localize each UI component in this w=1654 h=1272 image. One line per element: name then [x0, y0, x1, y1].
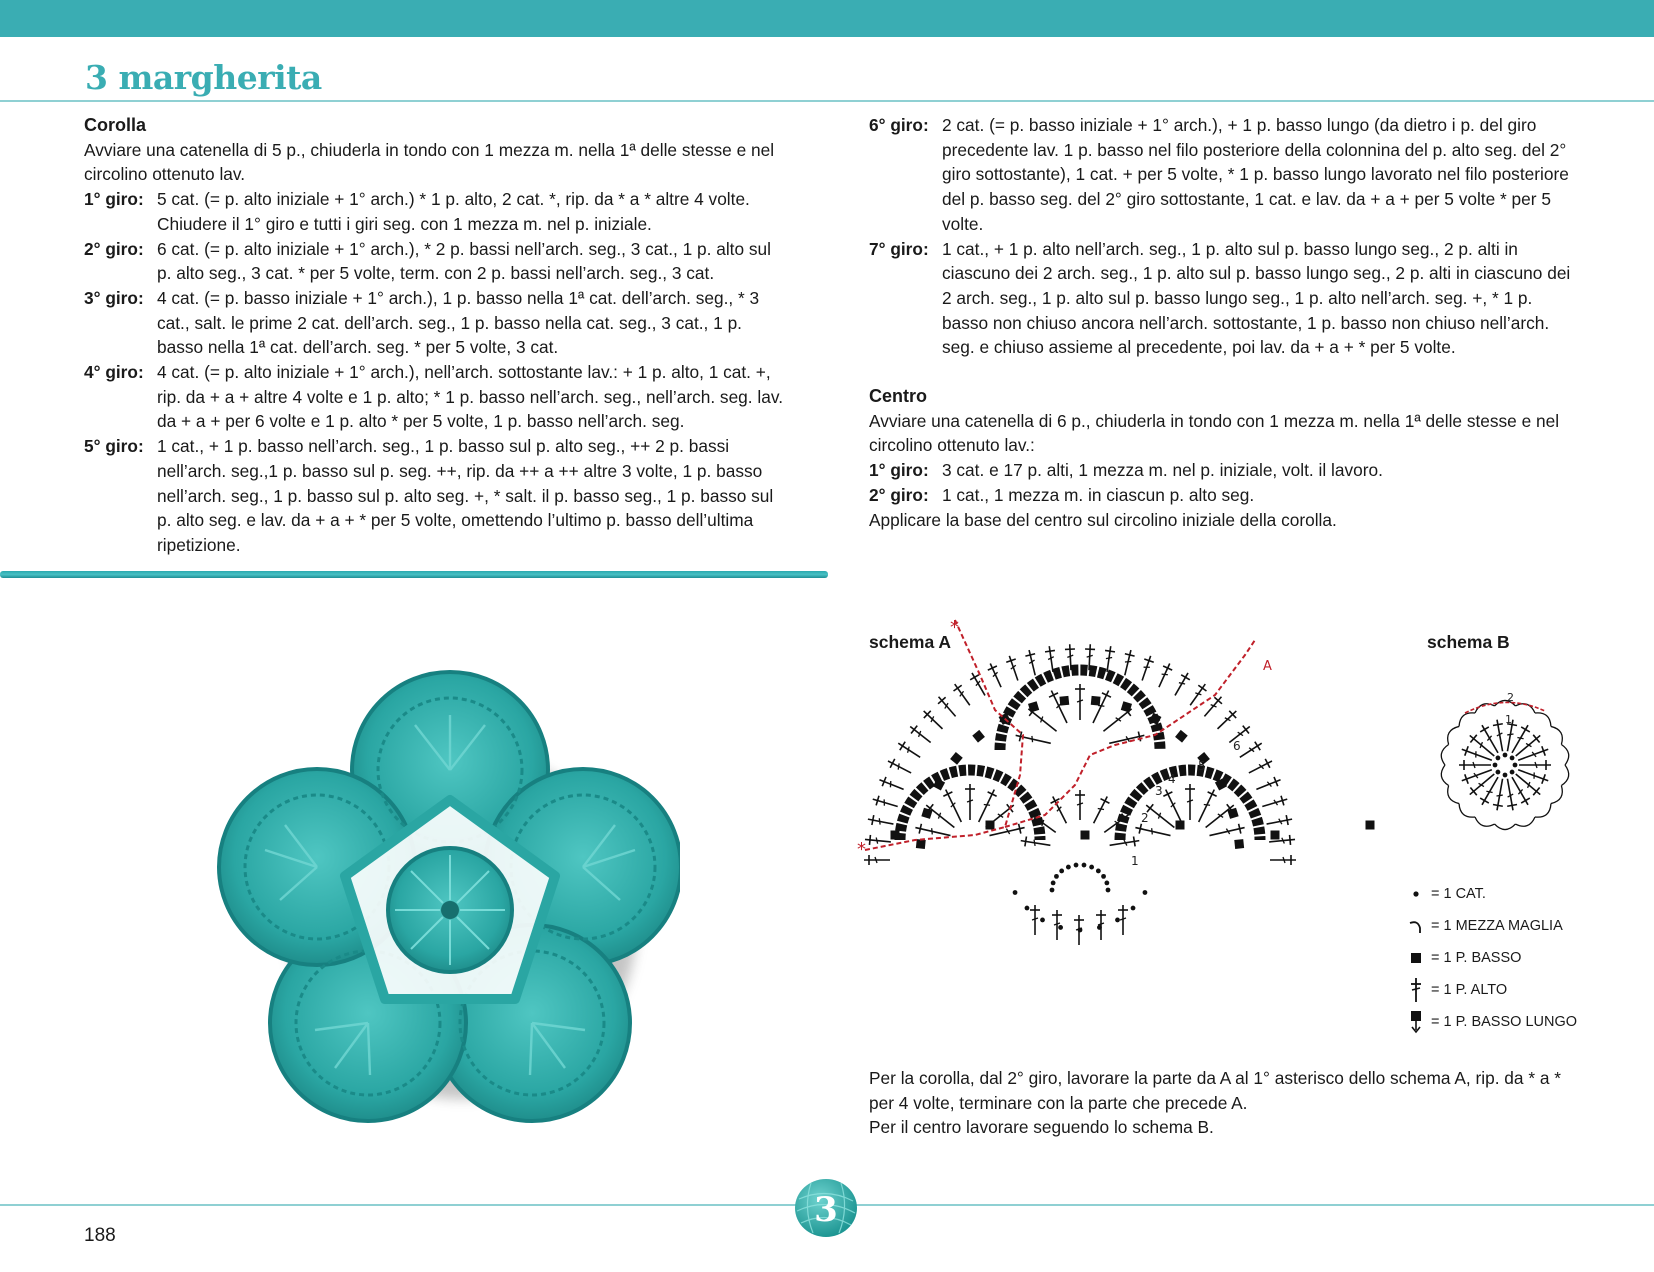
double-crochet-symbol — [867, 814, 894, 829]
crochet-flower-photo — [210, 670, 680, 1140]
double-crochet-symbol — [1005, 654, 1023, 682]
single-crochet-symbol — [1176, 821, 1185, 830]
double-crochet-symbol — [1266, 814, 1293, 829]
double-crochet-symbol — [1201, 693, 1226, 719]
single-crochet-symbol — [1175, 730, 1188, 743]
corolla-intro: Avviare una catenella di 5 p., chiuderla in tondo con 1 mezza m. nella 1ª delle stesse e nel circolino ottenuto lav. — [84, 139, 775, 185]
slip-stitch-symbol — [1535, 713, 1551, 727]
double-crochet-symbol — [1186, 681, 1209, 708]
chain-symbol — [1025, 906, 1030, 911]
round-text: 4 cat. (= p. alto iniziale + 1° arch.), nell’arch. sottostante lav.: + 1 p. alto, 1 cat. +, rip. da + a + altre 4 volte e 1 p. alto; * 1 p. basso nell’arch. seg., nell’arch. seg. lav. da + a + per 6 volte e 1 p. alto * per 5 volte, 1 p. basso nell’arch. seg. — [157, 362, 783, 432]
centro-intro: Avviare una catenella di 6 p., chiuderla in tondo con 1 mezza m. nella 1ª delle stesse e nel circolino ottenuto lav.: — [869, 410, 1560, 456]
schema-b-label: schema B — [1427, 632, 1510, 652]
double-crochet-symbol — [1247, 757, 1275, 778]
double-crochet-symbol — [1024, 649, 1040, 677]
double-crochet-symbol — [935, 693, 960, 719]
double-crochet-symbol — [1137, 654, 1155, 682]
round-text: 5 cat. (= p. alto iniziale + 1° arch.) * 1 p. alto, 2 cat. *, rip. da * a * altre 4 volte. Chiudere il 1° giro e tutti i giri seg. con 1 mezza m. nel p. iniziale. — [157, 189, 750, 234]
legend-text: = 1 P. ALTO — [1431, 982, 1508, 998]
double-crochet-symbol — [1048, 794, 1071, 825]
double-crochet-symbol — [886, 757, 914, 778]
legend-text: = 1 MEZZA MAGLIA — [1431, 918, 1563, 934]
round-text: 2 cat. (= p. basso iniziale + 1° arch.), + 1 p. basso lungo (da dietro i p. del giro precedente lav. 1 p. basso nel filo posteriore della colonnina del p. alto seg. del 2° giro sottostante), 1 cat. + per 5 volte, * 1 p. basso lungo lavorato nel filo posteriore del p. basso seg. del 2° giro sottostante, 1 cat. e lav. da + a + per 5 volte * per 5 volte. — [942, 115, 1569, 234]
double-crochet-symbol — [1096, 910, 1106, 940]
single-crochet-symbol — [972, 730, 985, 743]
round-number: 6 — [1233, 739, 1241, 753]
double-crochet-symbol — [1074, 915, 1084, 945]
centro-heading: Centro — [869, 386, 927, 407]
double-crochet-symbol — [1089, 794, 1112, 825]
double-crochet-symbol — [1154, 661, 1174, 689]
page-number: 188 — [84, 1225, 116, 1246]
double-crochet-symbol — [1161, 787, 1186, 824]
double-crochet-symbol — [1171, 670, 1193, 698]
chain-symbol — [1089, 865, 1094, 870]
slip-stitch-symbol — [1441, 744, 1448, 765]
chain-symbol — [1101, 874, 1106, 879]
double-crochet-symbol — [1460, 765, 1493, 785]
note-line: Per la corolla, dal 2° giro, lavorare la parte da A al 1° asterisco dello schema A, rip. da * a * per 4 volte, terminare con la parte che precede A. — [869, 1068, 1561, 1113]
double-crochet-symbol — [920, 707, 946, 732]
round-row — [869, 113, 1571, 237]
top-color-band — [0, 0, 1654, 37]
round-label: 4° giro: — [84, 362, 144, 383]
round-number: 2 — [1507, 691, 1514, 704]
page-title: 3 margherita — [85, 58, 322, 97]
single-crochet-symbol — [1059, 696, 1069, 706]
working-path-line — [1465, 702, 1545, 713]
round-label: 3° giro: — [84, 287, 144, 308]
double-crochet-symbol — [965, 784, 975, 820]
single-crochet-symbol — [916, 839, 926, 849]
round-number: 1 — [1131, 854, 1139, 868]
double-crochet-dagger-icon — [1409, 976, 1423, 1004]
single-crochet-symbol — [891, 831, 900, 840]
chain-dot-icon — [1409, 887, 1423, 901]
slip-stitch-symbol — [1459, 713, 1475, 727]
double-crochet-symbol — [1214, 707, 1240, 732]
double-crochet-symbol — [1075, 790, 1085, 820]
round-number: 4 — [1168, 772, 1176, 786]
double-crochet-symbol — [1120, 649, 1136, 677]
legend-item — [1405, 878, 1577, 910]
double-crochet-symbol — [878, 775, 906, 794]
round-number: 2 — [1141, 811, 1149, 825]
round-label: 2° giro: — [84, 238, 144, 259]
legend-item — [1405, 1006, 1577, 1038]
chain-symbol — [1510, 756, 1515, 761]
slip-stitch-symbol — [1448, 786, 1459, 804]
note-line: Per il centro lavorare seguendo lo schema B. — [869, 1117, 1214, 1138]
round-label: 7° giro: — [869, 238, 929, 259]
chain-symbol — [1040, 918, 1045, 923]
slip-stitch-symbol — [1535, 804, 1551, 818]
double-crochet-symbol — [1075, 684, 1085, 720]
double-crochet-symbol — [865, 834, 892, 846]
slip-stitch-symbol — [1551, 786, 1562, 804]
single-crochet-symbol — [1366, 821, 1375, 830]
round-label: 2° giro: — [869, 484, 929, 505]
single-crochet-square-icon — [1409, 951, 1423, 965]
double-crochet-symbol — [1185, 784, 1195, 820]
symbol-legend — [1405, 878, 1577, 1038]
chain-symbol — [1510, 770, 1515, 775]
chain-symbol — [1496, 756, 1501, 761]
round-text: 3 cat. e 17 p. alti, 1 mezza m. nel p. iniziale, volt. il lavoro. — [942, 460, 1383, 481]
round-number: 1 — [1505, 713, 1512, 726]
round-label: 1° giro: — [869, 460, 929, 481]
double-crochet-symbol — [1134, 823, 1171, 841]
schema-a-label: schema A — [869, 632, 952, 652]
chain-symbol — [1054, 874, 1059, 879]
round-row — [869, 237, 1571, 361]
chain-symbol — [1051, 881, 1056, 886]
corolla-section — [84, 113, 786, 558]
double-crochet-symbol — [986, 661, 1006, 689]
double-crochet-symbol — [1516, 765, 1549, 785]
legend-item — [1405, 974, 1577, 1006]
chain-symbol — [1143, 890, 1148, 895]
double-crochet-symbol — [1237, 739, 1264, 761]
chain-symbol — [1082, 863, 1087, 868]
slip-stitch-symbol — [1448, 726, 1459, 744]
double-crochet-symbol — [871, 794, 899, 811]
double-crochet-symbol — [951, 681, 974, 708]
double-crochet-symbol — [896, 739, 923, 761]
pattern-number-badge: 3 — [814, 1190, 838, 1230]
long-single-crochet-icon — [1408, 1009, 1424, 1035]
double-crochet-symbol — [1255, 775, 1283, 794]
schema-a-diagram — [855, 615, 1415, 965]
chain-symbol — [1106, 888, 1111, 893]
chain-symbol — [1058, 925, 1063, 930]
slip-stitch-symbol — [1561, 744, 1568, 765]
double-crochet-symbol — [941, 787, 966, 824]
yarn-ball-badge — [793, 1177, 859, 1239]
chain-symbol — [1066, 865, 1071, 870]
round-row — [84, 286, 786, 360]
double-crochet-symbol — [968, 670, 990, 698]
round-label: 1° giro: — [84, 189, 144, 210]
double-crochet-symbol — [864, 855, 890, 865]
yarn-divider — [0, 571, 828, 578]
chain-symbol — [1115, 918, 1120, 923]
chain-symbol — [1503, 773, 1508, 778]
round-text: 4 cat. (= p. basso iniziale + 1° arch.), 1 p. basso nella 1ª cat. dell’arch. seg., * 3 cat., salt. le prime 2 cat. dell’arch. seg., 1 p. basso nella cat. seg., 3 cat., 1 p. basso nella 1ª cat. dell’arch. seg. * per 5 volte, 3 cat. — [157, 287, 760, 358]
single-crochet-symbol — [1081, 831, 1090, 840]
chain-symbol — [1503, 753, 1508, 758]
round-label: 5° giro: — [84, 436, 144, 457]
chain-symbol — [1513, 763, 1518, 768]
double-crochet-symbol — [1261, 794, 1289, 811]
corolla-heading: Corolla — [84, 115, 147, 135]
slip-stitch-symbol — [1561, 765, 1568, 786]
instructions-note — [869, 1066, 1589, 1140]
double-crochet-symbol — [1516, 745, 1549, 765]
double-crochet-symbol — [1208, 823, 1245, 841]
slip-stitch-symbol — [1475, 817, 1495, 826]
asterisk-marker: * — [857, 839, 866, 860]
single-crochet-symbol — [1234, 839, 1244, 849]
round-number: 3 — [1155, 784, 1163, 798]
single-crochet-symbol — [986, 821, 995, 830]
chain-symbol — [1050, 888, 1055, 893]
double-crochet-symbol — [1052, 910, 1062, 940]
round-row — [869, 458, 1571, 483]
double-crochet-symbol — [1047, 688, 1072, 725]
round-row — [84, 434, 786, 558]
slip-stitch-symbol — [1495, 824, 1516, 829]
double-crochet-symbol — [1194, 787, 1219, 824]
schema-a-marker: A — [1263, 659, 1272, 674]
double-crochet-symbol — [1270, 855, 1296, 865]
slip-stitch-symbol — [1459, 804, 1475, 818]
double-crochet-symbol — [1467, 732, 1498, 760]
legend-text: = 1 CAT. — [1431, 886, 1486, 902]
title-divider — [0, 100, 1654, 102]
round-row — [84, 360, 786, 434]
corolla-continued-section — [869, 113, 1571, 532]
double-crochet-symbol — [974, 787, 999, 824]
single-crochet-symbol — [950, 752, 963, 765]
double-crochet-symbol — [1513, 732, 1544, 760]
single-crochet-symbol — [1091, 696, 1101, 706]
round-row — [869, 483, 1571, 508]
round-text: 1 cat., + 1 p. basso nell’arch. seg., 1 p. basso sul p. alto seg., ++ 2 p. bassi nell’arch. seg.,1 p. basso sul p. seg. ++, rip. da ++ a ++ altre 3 volte, 1 p. basso nell’arch. seg., 1 p. basso sul p. alto seg. +, * salt. il p. basso seg., 1 p. basso sul p. alto seg. e lav. da + a + * per 5 volte, omettendo l’ultimo p. basso dell’ultima ripetizione. — [157, 436, 774, 555]
round-row — [84, 187, 786, 236]
centro-closing: Applicare la base del centro sul circolino iniziale della corolla. — [869, 509, 1337, 530]
double-crochet-symbol — [1089, 688, 1114, 725]
double-crochet-symbol — [1030, 905, 1040, 935]
legend-text: = 1 P. BASSO — [1431, 950, 1522, 966]
slip-stitch-symbol — [1441, 765, 1448, 786]
round-text: 1 cat., 1 mezza m. in ciascun p. alto seg. — [942, 484, 1255, 505]
double-crochet-symbol — [907, 723, 934, 747]
slip-stitch-arc-icon — [1408, 918, 1424, 934]
double-crochet-symbol — [1459, 760, 1491, 770]
round-text: 1 cat., + 1 p. alto nell’arch. seg., 1 p. alto sul p. basso lungo seg., 2 p. alti in ciascuno dei 2 arch. seg., 1 p. alto sul p. basso lungo seg., 2 p. alti in ciascuno dei 2 arch. seg., 1 p. alto sul p. basso lungo seg., 1 p. alto nell’arch. seg. +, * 1 p. basso non chiuso ancora nell’arch. sottostante, 1 p. basso non chiuso nell’arch. seg. e chiuso assieme al precedente, poi lav. da + a + * per 5 volte. — [942, 238, 1571, 358]
chain-symbol — [1104, 881, 1109, 886]
double-crochet-symbol — [1467, 770, 1498, 798]
slip-stitch-symbol — [1551, 726, 1562, 744]
chain-symbol — [1493, 763, 1498, 768]
double-crochet-symbol — [1015, 730, 1052, 748]
chain-symbol — [1013, 890, 1018, 895]
double-crochet-symbol — [1513, 770, 1544, 798]
chain-symbol — [1131, 906, 1136, 911]
legend-item — [1405, 942, 1577, 974]
double-crochet-symbol — [1519, 760, 1551, 770]
chain-symbol — [1096, 869, 1101, 874]
round-text: 6 cat. (= p. alto iniziale + 1° arch.), * 2 p. bassi nell’arch. seg., 3 cat., 1 p. alto sul p. alto seg., 3 cat. * per 5 volte, term. con 2 p. bassi nell’arch. seg., 3 cat. — [157, 238, 771, 284]
asterisk-marker: * — [950, 617, 959, 638]
chain-symbol — [1074, 863, 1079, 868]
single-crochet-symbol — [1271, 831, 1280, 840]
legend-text: = 1 P. BASSO LUNGO — [1431, 1014, 1578, 1030]
round-row — [84, 237, 786, 286]
double-crochet-symbol — [1460, 745, 1493, 765]
round-number: 5 — [1198, 759, 1206, 773]
chain-symbol — [1059, 869, 1064, 874]
legend-item — [1405, 910, 1577, 942]
round-label: 6° giro: — [869, 115, 929, 135]
schema-b-diagram — [1425, 685, 1585, 835]
chain-symbol — [1496, 770, 1501, 775]
slip-stitch-symbol — [1515, 817, 1535, 826]
